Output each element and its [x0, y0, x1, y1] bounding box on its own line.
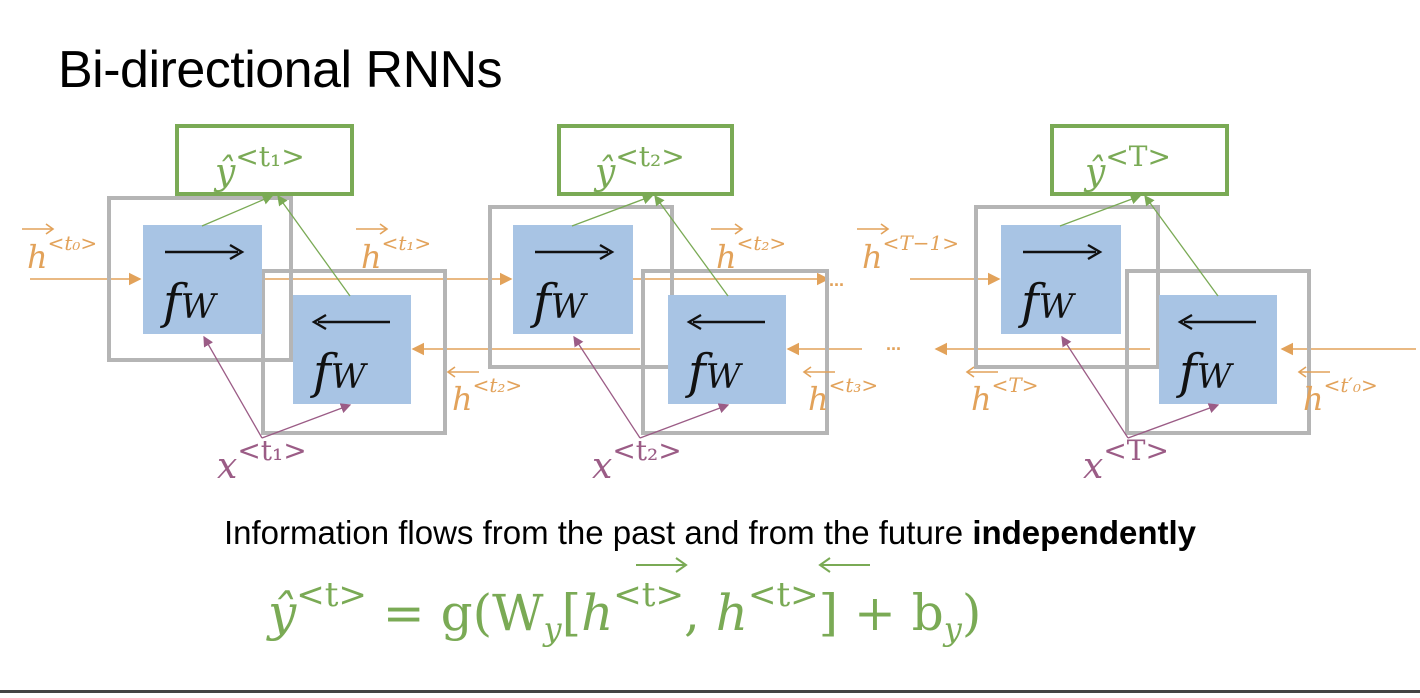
- eq-b-sub: y: [943, 610, 962, 648]
- svg-text:h<t₁>: $h^{<t_1>}$: [361, 231, 432, 276]
- caption: [0, 514, 1420, 552]
- h-forward-sup-t1: <t₁>: [381, 231, 432, 255]
- eq-w-sub: y: [543, 610, 562, 648]
- h-forward-label-t1: [356, 224, 431, 276]
- forward-func-name-3: f: [1021, 274, 1039, 330]
- h-forward-label-t2: [711, 224, 786, 276]
- h-backward-label-t3: [804, 367, 878, 418]
- eq-forward-arrow: [636, 558, 686, 572]
- eq-close-plus-b: ] + b: [818, 584, 944, 642]
- fwd-to-y-1: [202, 196, 272, 226]
- h-backward-sup-t0prime: <t′₀>: [1323, 373, 1378, 397]
- eq-h-forward: h: [581, 584, 614, 642]
- input-sup-2: <t₂>: [612, 434, 682, 467]
- output-label-3: $ŷ^{<T>}$: [1085, 140, 1171, 193]
- input-label-3: $x^{<T>}$: [1083, 434, 1169, 487]
- svg-text:ŷ<t> = g(Wy[h<t>, h<t>] + by): [266, 575, 981, 648]
- x-to-fwd-2: [574, 337, 640, 438]
- h-forward-sup-T-1: <T−1>: [882, 231, 959, 255]
- x-to-fwd-3: [1062, 337, 1128, 438]
- svg-text:h<t₂>: $h^{<t_2>}$: [716, 231, 787, 276]
- forward-func-name-1: f: [163, 274, 181, 330]
- h-backward-sup-t2: <t₂>: [472, 373, 523, 397]
- h-backward-label-t2: [448, 367, 522, 418]
- forward-func-sub-1: W: [180, 287, 216, 327]
- input-label-1: $x^{<t_1>}$: [217, 434, 307, 487]
- output-label-2: $ŷ^{<t_2>}$: [595, 140, 685, 193]
- input-sup-1: <t₁>: [237, 434, 307, 467]
- forward-func-sub-2: W: [550, 287, 586, 327]
- eq-paren-close: ): [961, 584, 982, 642]
- eq-h-backward: h: [715, 584, 748, 642]
- h-forward-label-T-1: [857, 224, 959, 276]
- input-sup-3: <T>: [1103, 434, 1169, 467]
- eq-lhs-sup: <t>: [296, 575, 367, 615]
- bottom-divider: [0, 690, 1420, 693]
- h-forward-sup-t0: <t₀>: [47, 231, 98, 255]
- output-sup-2: <t₂>: [615, 140, 685, 173]
- svg-text:h<t₂>: $h^{<t_2>}$: [452, 373, 523, 418]
- svg-text:h<t₀>: $h^{<t_0>}$: [27, 231, 98, 276]
- fwd-to-y-3: [1060, 196, 1140, 226]
- backward-func-name-1: f: [313, 344, 331, 400]
- eq-h-backward-sup: <t>: [747, 575, 819, 615]
- backward-func-name-3: f: [1179, 344, 1197, 400]
- svg-text:h<t₃>: $h^{<t_3>}$: [808, 373, 879, 418]
- h-forward-sup-t2: <t₂>: [736, 231, 787, 255]
- h-backward-sup-t3: <t₃>: [828, 373, 879, 397]
- svg-text:h<t′₀>: $h^{<t'_0>}$: [1303, 373, 1378, 418]
- eq-backward-arrow: [820, 558, 870, 572]
- x-to-fwd-1: [204, 337, 262, 438]
- forward-func-name-2: f: [533, 274, 551, 330]
- bwd-to-y-1: [278, 196, 350, 296]
- svg-text:h<T>: $h^{<T>}$: [971, 373, 1039, 418]
- eq-bracket-open: [: [561, 584, 582, 642]
- h-backward-label-T: [967, 367, 1038, 418]
- ellipsis-backward: ...: [886, 334, 902, 354]
- output-equation: [266, 558, 981, 648]
- eq-comma: ,: [683, 584, 700, 642]
- eq-equals-g-w: = g(W: [382, 584, 544, 642]
- backward-func-sub-1: W: [330, 357, 366, 397]
- backward-func-sub-2: W: [705, 357, 741, 397]
- eq-h-forward-sup: <t>: [613, 575, 684, 615]
- input-label-2: $x^{<t_2>}$: [592, 434, 682, 487]
- output-label-1: $ŷ^{<t_1>}$: [215, 140, 305, 193]
- bwd-to-y-3: [1145, 196, 1218, 296]
- h-backward-sup-T: <T>: [991, 373, 1039, 397]
- output-sup-1: <t₁>: [235, 140, 305, 173]
- fwd-to-y-2: [572, 196, 652, 226]
- backward-func-sub-3: W: [1196, 357, 1232, 397]
- caption-bold: independently: [972, 514, 1197, 551]
- ellipsis-forward: ...: [829, 270, 845, 290]
- slide-title: Bi-directional RNNs: [58, 41, 503, 99]
- caption-main: Information flows from the past and from the future: [223, 514, 973, 551]
- forward-func-sub-3: W: [1038, 287, 1074, 327]
- svg-text:h<T−1>: $h^{<T-1>}$: [862, 231, 959, 276]
- output-sup-3: <T>: [1105, 140, 1171, 173]
- h-forward-label-t0: [22, 224, 97, 276]
- eq-lhs: ŷ: [268, 584, 297, 642]
- backward-func-name-2: f: [688, 344, 706, 400]
